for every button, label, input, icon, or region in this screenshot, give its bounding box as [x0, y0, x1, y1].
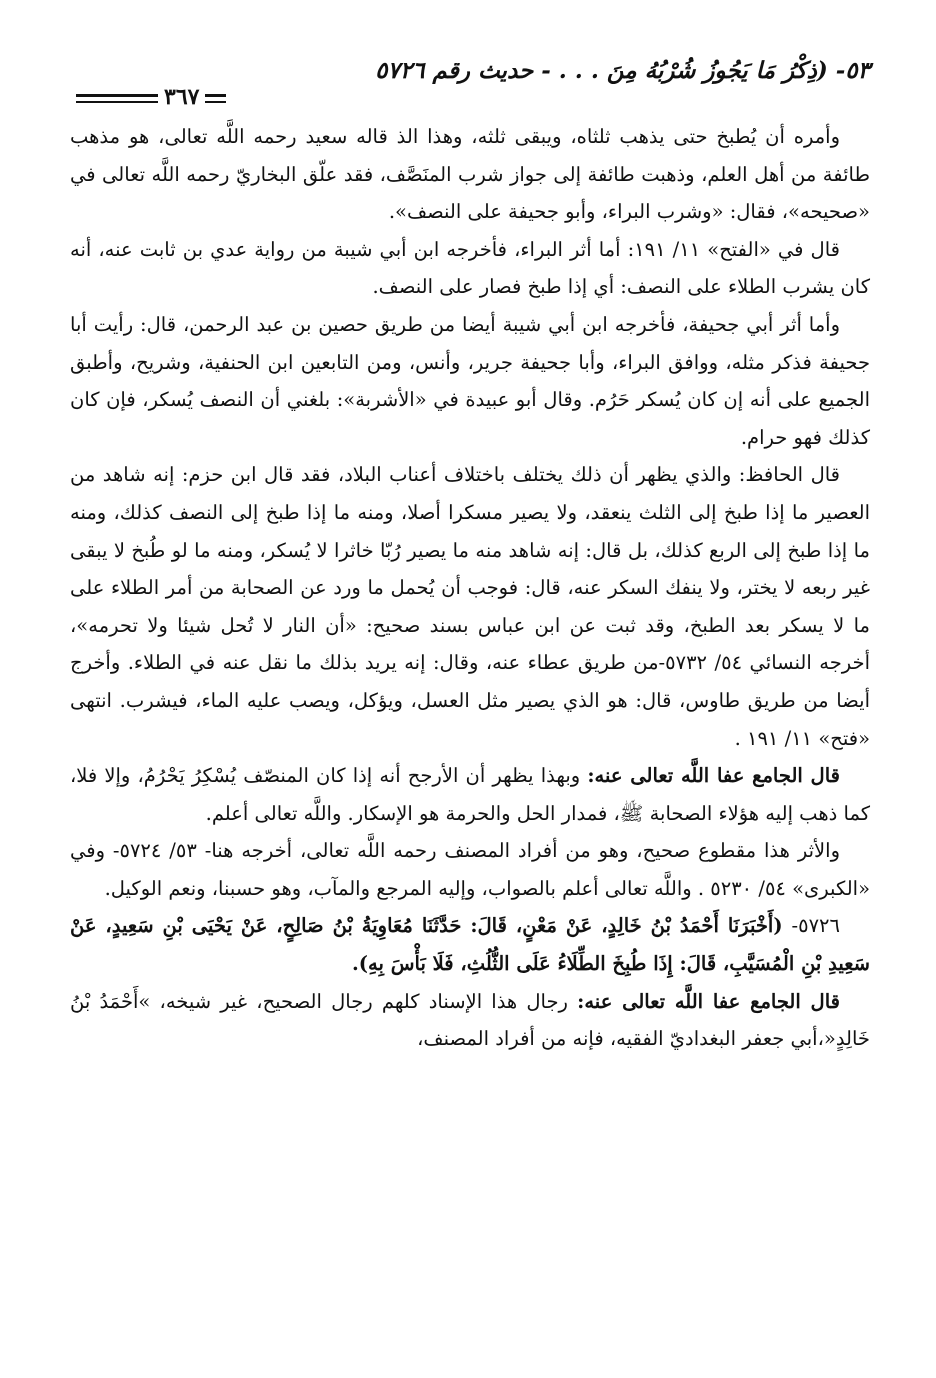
- paragraph: [70, 231, 870, 306]
- paragraph-text: قال الحافظ: والذي يظهر أن ذلك يختلف باختلاف أعناب البلاد، فقد قال ابن حزم: إنه شاهد من العصير ما إذا طبخ إلى الثلث ينعقد، ولا يصير مسكرا أصلا، ومنه ما إذا طبخ إلى النصف كذلك، ومنه ما إذا طبخ إلى الربع كذلك، بل قال: إنه شاهد منه ما يصير رُبّا خاثرا لا يُسكر، ومنه ما لو طُبخ لا يبقى غير ربعه لا يختر، ولا ينفك السكر عنه، قال: فوجب أن يُحمل ما ورد عن الصحابة من أمر الطلاء على ما لا يسكر بعد الطبخ، وقد ثبت عن ابن عباس بسند صحيح: «أن النار لا تُحل شيئا ولا تحرمه»، أخرجه النسائي ٥٤/ ٥٧٣٢-من طريق عطاء عنه، وقال: إنه يريد بذلك ما نقل عنه في الطلاء. وأخرج أيضا من طريق طاوس، قال: هو الذي يصير مثل العسل، ويؤكل، ويصب عليه الماء، فيشرب. انتهى «فتح» ١١/ ١٩١ .: [70, 463, 870, 750]
- paragraph-lead: قال الجامع عفا اللَّه تعالى عنه:: [587, 764, 840, 788]
- paragraph: [70, 757, 870, 832]
- hadith-text: (أَخْبَرَنَا أَحْمَدُ بْنُ خَالِدٍ، عَنْ مَعْنٍ، قَالَ: حَدَّثَنَا مُعَاوِيَةُ بْنُ صَالِحٍ، عَنْ يَحْيَى بْنِ سَعِيدٍ، عَنْ سَعِيدِ بْنِ الْمُسَيَّبِ، قَالَ: إِذَا طُبِخَ الطِّلَاءُ عَلَى الثُّلُثِ، فَلَا بَأْسَ بِهِ).: [70, 914, 870, 976]
- paragraph-text: وأمره أن يُطبخ حتى يذهب ثلثاه، ويبقى ثلثه، وهذا الذ قاله سعيد رحمه اللَّه تعالى، هو مذهب طائفة من أهل العلم، وذهبت طائفة إلى جواز شرب المنَصَّف، فقد علّق البخاريّ رحمه اللَّه تعالى في «صحيحه»، فقال: «وشرب البراء، وأبو جحيفة على النصف».: [70, 125, 870, 224]
- running-title: ٥٣- (ذِكْرُ مَا يَجُوزُ شُرْبُهُ مِنَ . . . - حديث رقم ٥٧٢٦: [375, 57, 870, 84]
- paragraph-text: والأثر هذا مقطوع صحيح، وهو من أفراد المصنف رحمه اللَّه تعالى، أخرجه هنا- ٥٣/ ٥٧٢٤- وفي «الكبرى» ٥٤/ ٥٢٣٠ . واللَّه تعالى أعلم بالصواب، وإليه المرجع والمآب، وهو حسبنا، ونعم الوكيل.: [70, 839, 870, 900]
- paragraph: [70, 983, 870, 1058]
- hadith-paragraph: [70, 907, 870, 982]
- page-number-block: [76, 80, 286, 110]
- page-header: [70, 48, 870, 110]
- paragraph: [70, 832, 870, 907]
- paragraph-text: رجال هذا الإسناد كلهم رجال الصحيح، غير شيخه، »أَحْمَدُ بْنُ خَالِدٍ«،أبي جعفر البغداديّ الفقيه، فإنه من أفراد المصنف،: [70, 989, 870, 1051]
- paragraph-lead: قال الجامع عفا اللَّه تعالى عنه:: [577, 989, 840, 1013]
- paragraph: [70, 118, 870, 231]
- page-number: ٣٦٧: [158, 86, 205, 108]
- paragraph-text: قال في «الفتح» ١١/ ١٩١: أما أثر البراء، فأخرجه ابن أبي شيبة من رواية عدي بن ثابت عنه، أنه كان يشرب الطلاء على النصف: أي إذا طبخ فصار على النصف.: [70, 237, 870, 299]
- paragraph: [70, 456, 870, 757]
- document-page: [70, 48, 870, 1358]
- hadith-number: ٥٧٢٦-: [791, 914, 840, 938]
- paragraph-text: وأما أثر أبي جحيفة، فأخرجه ابن أبي شيبة أيضا من طريق حصين بن عبد الرحمن، قال: رأيت أبا جحيفة فذكر مثله، ووافق البراء، وأبا جحيفة جرير، وأنس، ومن التابعين ابن الحنفية، وشريح، وأطبق الجميع على أنه إن كان يُسكر حَرُم. وقال أبو عبيدة في «الأشربة»: بلغني أن النصف يُسكر، فإن كان كذلك فهو حرام.: [70, 312, 870, 449]
- paragraph: [70, 306, 870, 456]
- body-text: [70, 118, 870, 1058]
- paragraph-text: وبهذا يظهر أن الأرجح أنه إذا كان المنصّف يُسْكِرُ يَحْرُمُ، وإلا فلا، كما ذهب إليه هؤلاء الصحابة ﷺ، فمدار الحل والحرمة هو الإسكار. واللَّه تعالى أعلم.: [70, 764, 870, 825]
